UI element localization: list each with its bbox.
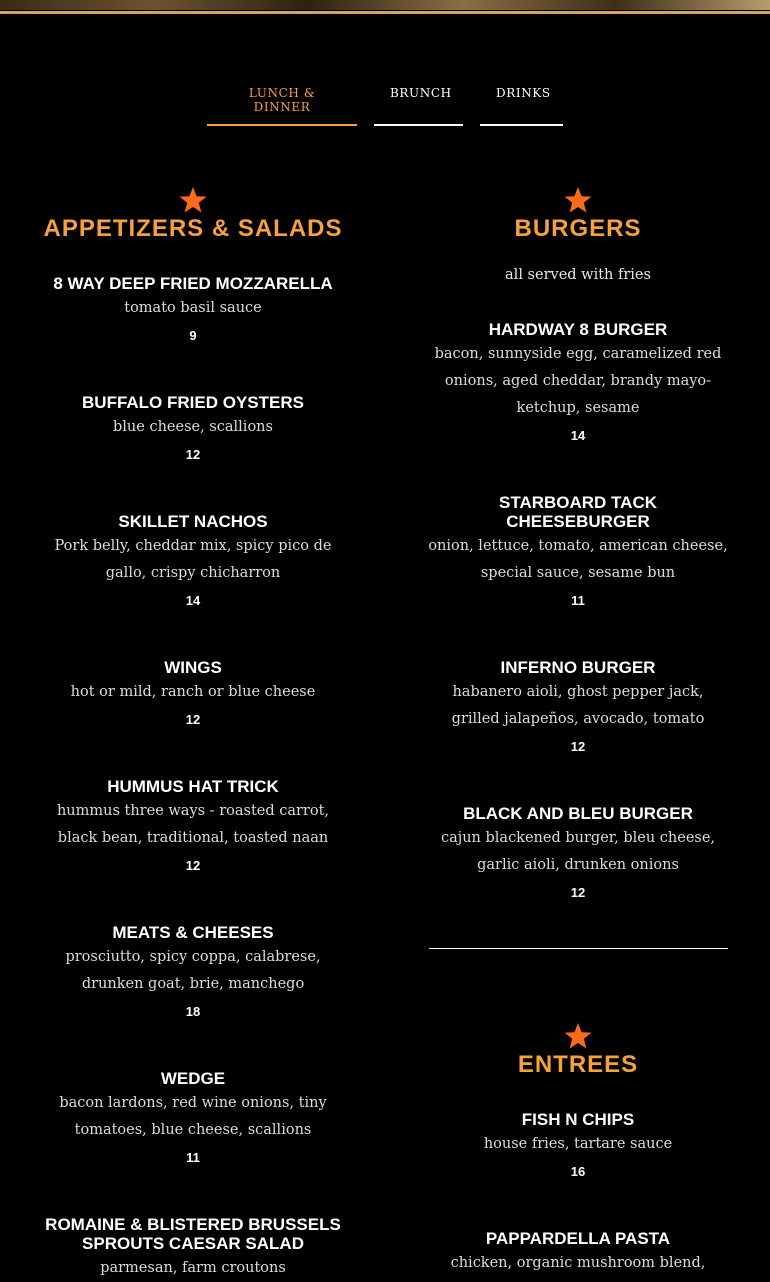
item-name: FISH N CHIPS	[521, 1110, 635, 1129]
item-name: WINGS	[164, 658, 222, 677]
item-description: bacon, sunnyside egg, caramelized red onions, aged cheddar, brandy mayo-ketchup, sesame	[434, 346, 722, 416]
menu-item	[427, 1110, 729, 1185]
item-name: SKILLET NACHOS	[118, 512, 268, 531]
item-price: 12	[570, 885, 586, 900]
menu-item	[427, 320, 729, 449]
section-divider	[429, 948, 728, 949]
item-description: parmesan, farm croutons	[100, 1260, 286, 1276]
menu-item	[42, 274, 344, 349]
item-description: cajun blackened burger, bleu cheese, garlic aioli, drunken onions	[440, 830, 716, 873]
menu-item	[427, 804, 729, 906]
burgers-section	[427, 186, 729, 1277]
item-price: 11	[186, 1150, 200, 1165]
star-icon	[563, 1022, 593, 1050]
hero-image-strip	[0, 0, 770, 10]
menu-item	[42, 658, 344, 733]
tab-brunch[interactable]: BRUNCH	[374, 78, 463, 126]
section-header	[42, 186, 344, 243]
item-description: hummus three ways - roasted carrot, black bean, traditional, toasted naan	[56, 803, 330, 846]
item-price: 9	[189, 328, 197, 343]
menu-item	[427, 1229, 729, 1277]
menu-item	[42, 512, 344, 614]
menu-item	[42, 1069, 344, 1171]
item-description: tomato basil sauce	[124, 300, 262, 316]
section-header	[427, 186, 729, 287]
tab-lunch-dinner[interactable]: LUNCH & DINNER	[207, 78, 357, 126]
item-name: HUMMUS HAT TRICK	[107, 777, 279, 796]
item-description: habanero aioli, ghost pepper jack, grilled jalapeños, avocado, tomato	[451, 684, 705, 727]
item-price: 12	[185, 858, 201, 873]
menu-item	[42, 393, 344, 468]
item-name: STARBOARD TACK CHEESEBURGER	[498, 493, 658, 531]
item-price: 18	[185, 1004, 201, 1019]
item-name: INFERNO BURGER	[500, 658, 656, 677]
item-description: chicken, organic mushroom blend,	[450, 1255, 706, 1271]
item-price: 14	[570, 428, 586, 443]
item-price: 16	[570, 1164, 586, 1179]
item-description: blue cheese, scallions	[113, 419, 273, 435]
item-name: MEATS & CHEESES	[112, 923, 274, 942]
section-title: APPETIZERS & SALADS	[43, 215, 343, 242]
menu-tabs	[0, 78, 770, 126]
item-description: hot or mild, ranch or blue cheese	[70, 684, 316, 700]
tab-drinks[interactable]: DRINKS	[480, 78, 563, 126]
item-price: 12	[185, 447, 201, 462]
item-price: 12	[570, 739, 586, 754]
item-description: prosciutto, spicy coppa, calabrese, drunken goat, brie, manchego	[65, 949, 321, 992]
menu-item	[488, 493, 668, 531]
item-price: 14	[185, 593, 201, 608]
section-title: BURGERS	[514, 215, 642, 242]
item-name: ROMAINE & BLISTERED BRUSSELS SPROUTS CAESAR SALAD	[45, 1215, 341, 1253]
item-name: WEDGE	[160, 1069, 226, 1088]
appetizers-section	[42, 186, 344, 1282]
item-name: BUFFALO FRIED OYSTERS	[82, 393, 304, 412]
item-name: BLACK AND BLEU BURGER	[463, 804, 693, 823]
item-description: bacon lardons, red wine onions, tiny tomatoes, blue cheese, scallions	[59, 1095, 327, 1138]
menu-item	[427, 658, 729, 760]
item-name: HARDWAY 8 BURGER	[488, 320, 668, 339]
item-description: onion, lettuce, tomato, american cheese, special sauce, sesame bun	[428, 538, 728, 581]
star-icon	[563, 186, 593, 214]
menu-item	[43, 1215, 343, 1282]
section-subtitle: all served with fries	[505, 267, 651, 283]
star-icon	[178, 186, 208, 214]
section-header	[427, 1022, 729, 1079]
item-description: house fries, tartare sauce	[483, 1136, 673, 1152]
hero-divider	[0, 11, 770, 14]
item-price: 11	[571, 593, 585, 608]
menu-item	[42, 923, 344, 1025]
item-name: PAPPARDELLA PASTA	[485, 1229, 671, 1248]
item-description: Pork belly, cheddar mix, spicy pico de gallo, crispy chicharron	[54, 538, 332, 581]
menu-item-details	[427, 533, 729, 614]
item-price: 12	[185, 712, 201, 727]
menu-item	[42, 777, 344, 879]
section-title: ENTREES	[517, 1051, 639, 1078]
item-name: 8 WAY DEEP FRIED MOZZARELLA	[53, 274, 333, 293]
